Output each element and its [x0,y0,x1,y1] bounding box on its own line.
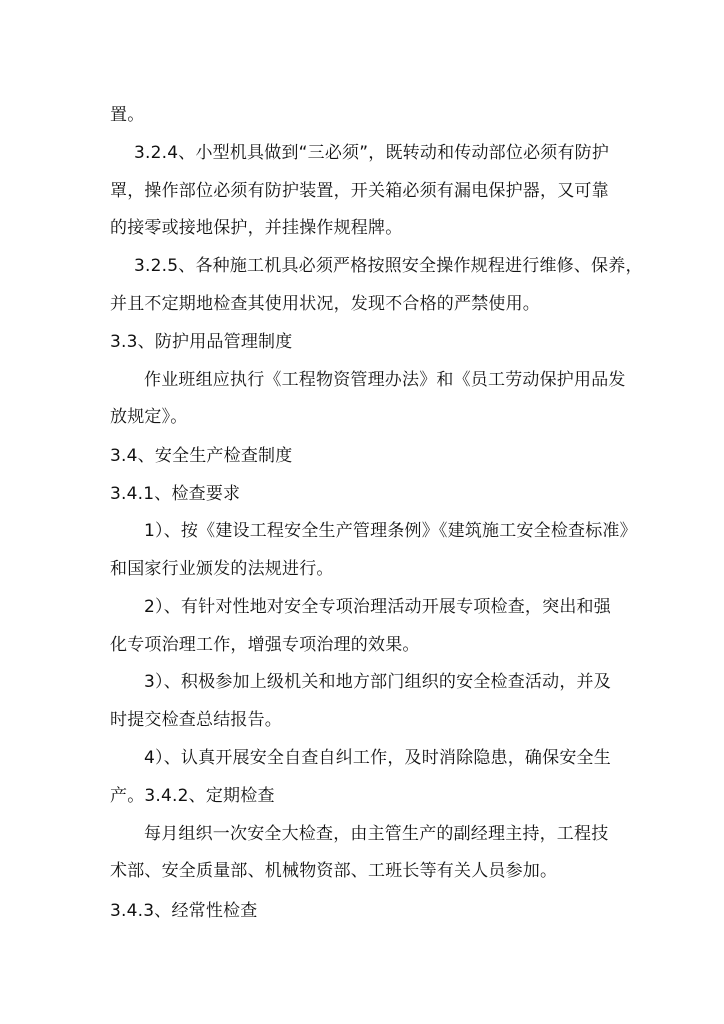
paragraph-line: 罩，操作部位必须有防护装置，开关箱必须有漏电保护器，又可靠 [110,181,609,201]
list-item-line: 4）、认真开展安全自查自纠工作，及时消除隐患，确保安全生 [144,748,611,768]
section-heading: 3.4、安全生产检查制度 [110,446,293,466]
paragraph-line: 并且不定期地检查其使用状况，发现不合格的严禁使用。 [110,294,540,314]
section-heading: 3.3、防护用品管理制度 [110,332,293,352]
list-item-line: 2）、有针对性地对安全专项治理活动开展专项检查，突出和强 [144,597,611,617]
paragraph-line: 每月组织一次安全大检查，由主管生产的副经理主持，工程技 [144,824,609,844]
paragraph-line: 放规定》。 [110,407,188,427]
section-heading: 3.4.3、经常性检查 [110,901,258,921]
list-item-line: 化专项治理工作，增强专项治理的效果。 [110,635,420,655]
paragraph-line: 的接零或接地保护，并挂操作规程牌。 [110,218,403,238]
paragraph-line: 3.2.5、各种施工机具必须严格按照安全操作规程进行维修、保养， [134,256,643,276]
section-heading: 3.4.1、检查要求 [110,484,241,504]
list-item-line: 和国家行业颁发的法规进行。 [110,559,334,579]
paragraph-line: 置。 [110,105,145,125]
list-item-line: 时提交检查总结报告。 [110,710,282,730]
paragraph-line: 术部、安全质量部、机械物资部、工班长等有关人员参加。 [110,861,558,881]
list-item-line: 3）、积极参加上级机关和地方部门组织的安全检查活动，并及 [144,672,611,692]
paragraph-line: 3.2.4、小型机具做到“三必须”，既转动和传动部位必须有防护 [134,143,610,163]
list-item-line: 1）、按《建设工程安全生产管理条例》《建筑施工安全检查标准》 [144,521,637,541]
list-item-line: 产。3.4.2、定期检查 [110,786,275,806]
paragraph-line: 作业班组应执行《工程物资管理办法》和《员工劳动保护用品发 [144,370,626,390]
